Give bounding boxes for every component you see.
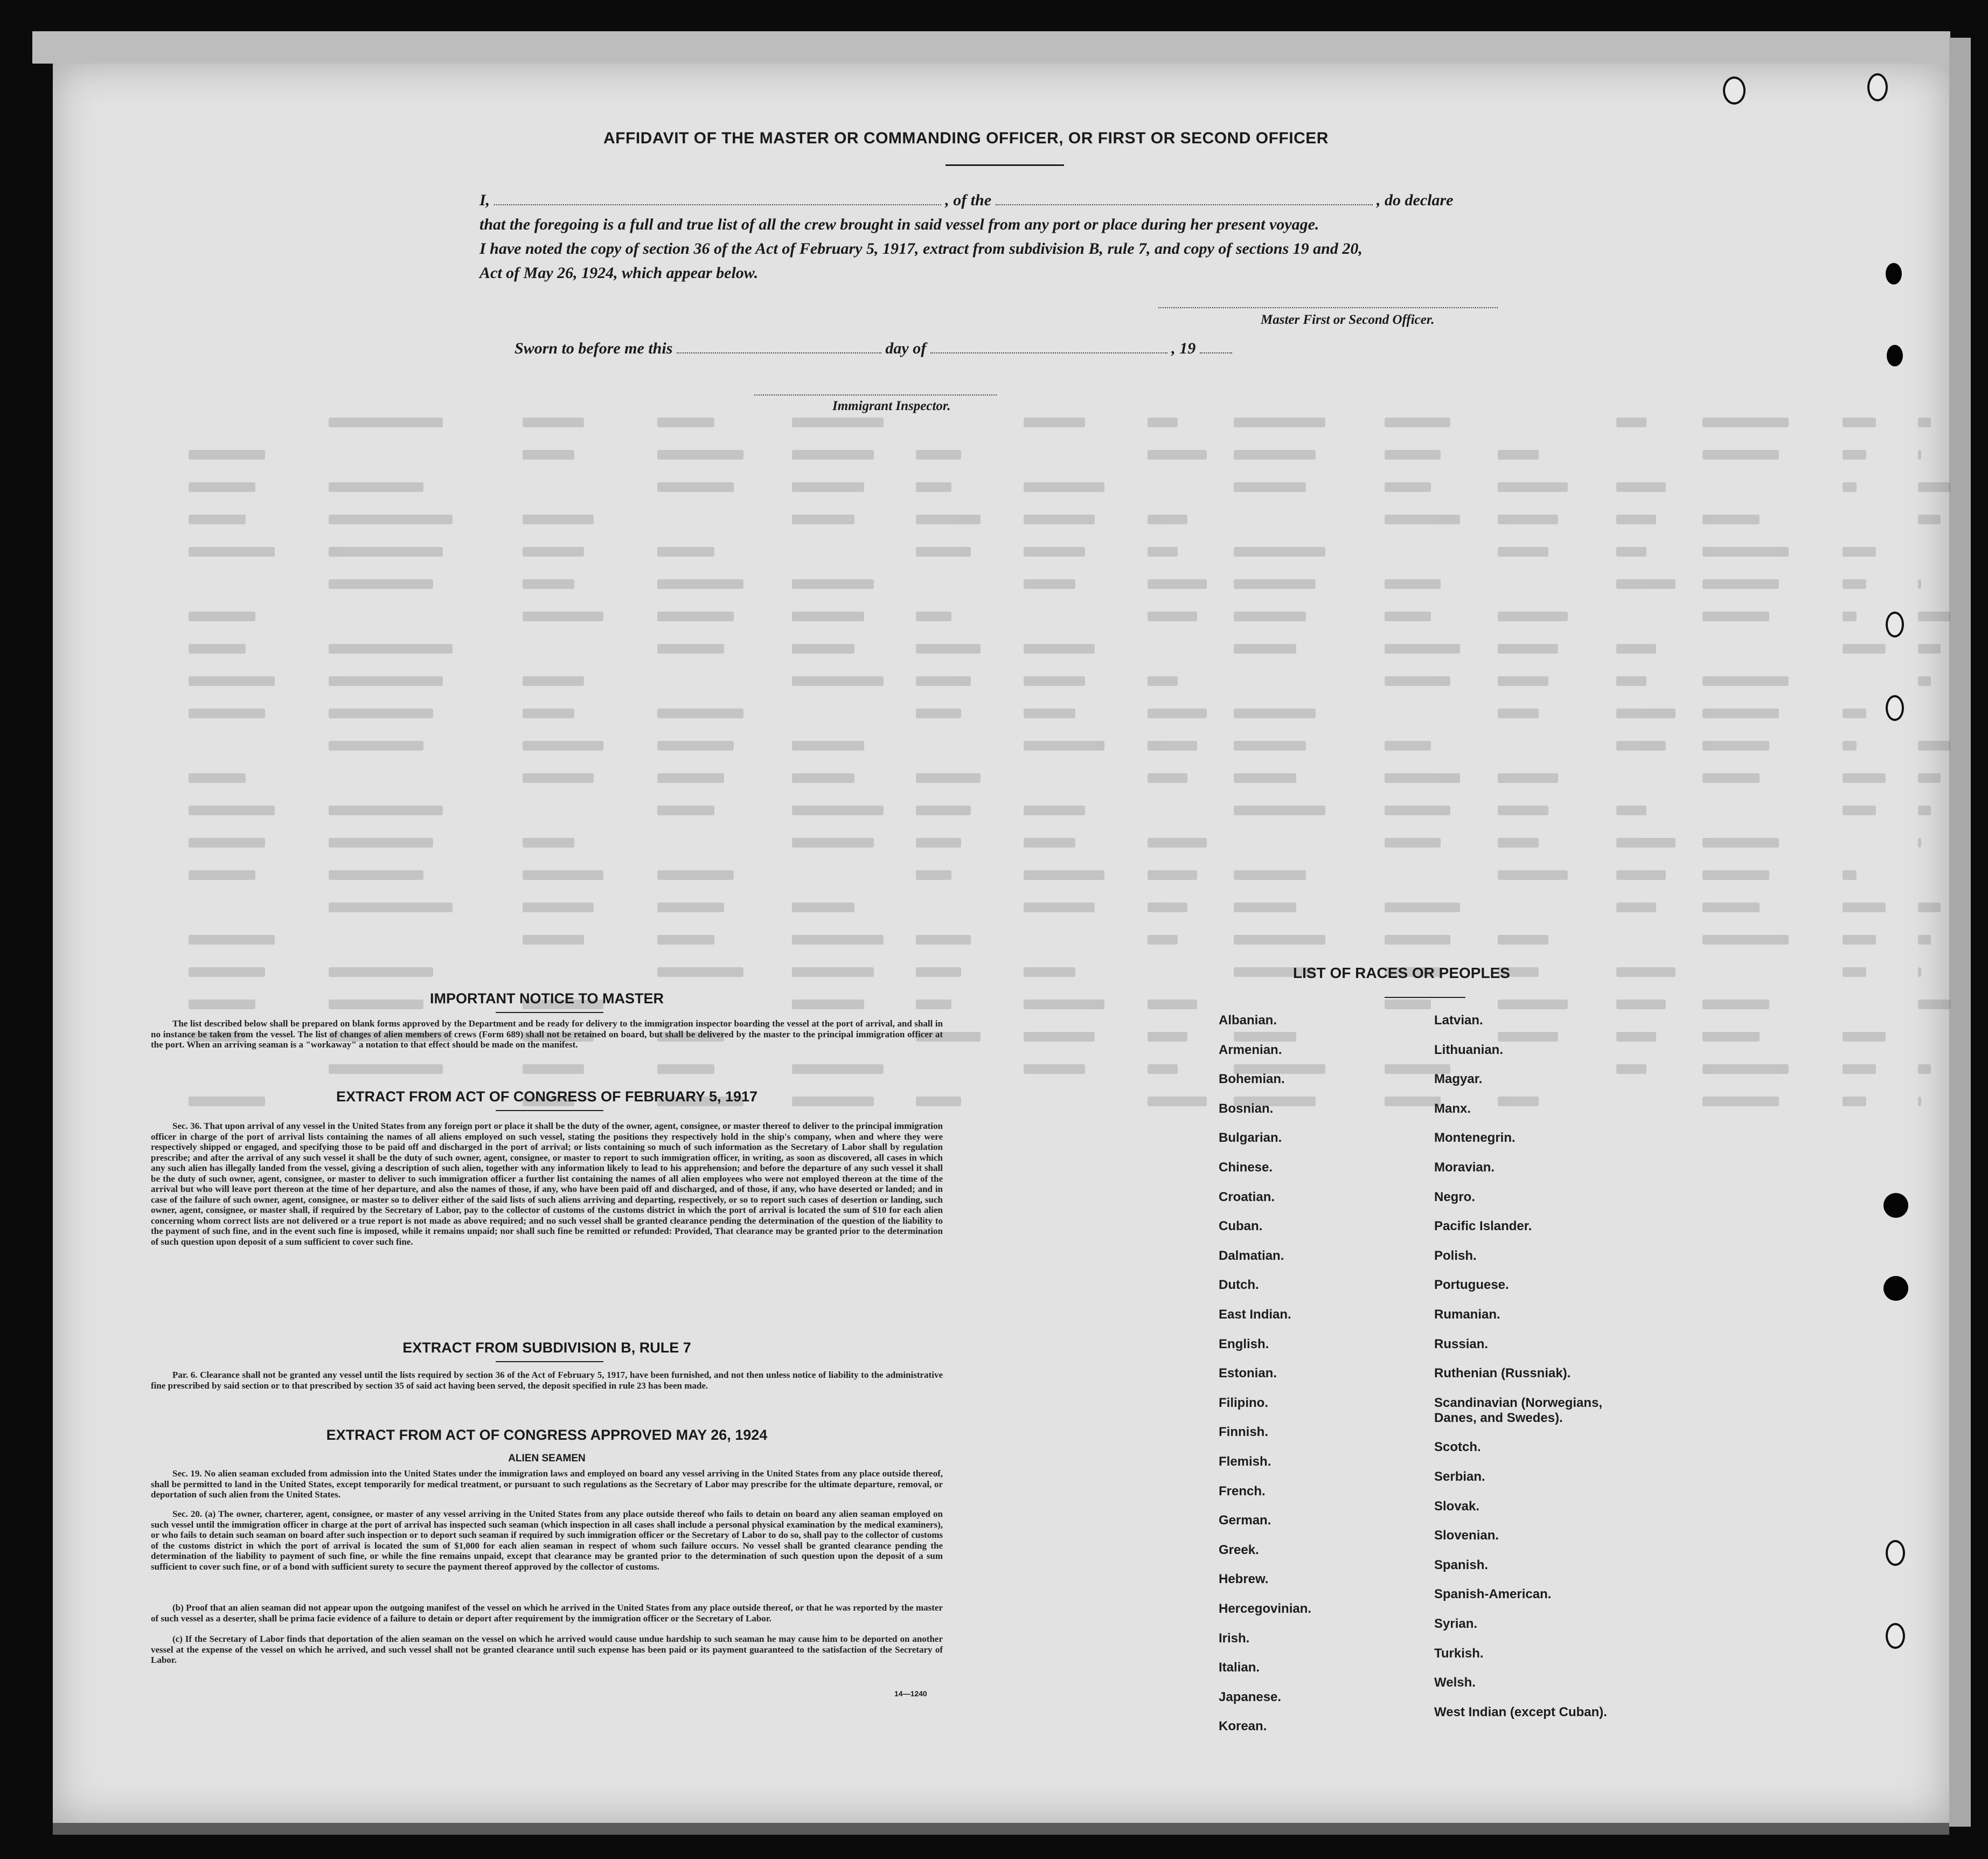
ghost-row — [75, 644, 1907, 657]
signature-label: Master First or Second Officer. — [1261, 313, 1435, 327]
race-item: Finnish. — [1219, 1425, 1268, 1440]
race-item: Polish. — [1434, 1248, 1477, 1263]
sworn-line — [515, 339, 1232, 358]
extract-1917-heading: EXTRACT FROM ACT OF CONGRESS OF FEBRUARY 5, 1917 — [336, 1088, 758, 1105]
punch-hole — [1886, 612, 1904, 637]
sec-20c-text: (c) If the Secretary of Labor finds that deportation of the alien seaman on the vessel on which he arrived would cause undue hardship to such seaman he may cause him to be deported on another vessel at the expense of the vessel on which he arrived, and such vessel shall not be granted clearance until such expense has been paid or its payment guaranteed to the satisfaction of the Secretary of Labor. — [151, 1634, 943, 1665]
ghost-row — [75, 967, 1907, 980]
vessel-name-field[interactable] — [996, 193, 1373, 205]
declarant-label: I, — [479, 191, 490, 209]
race-item: Montenegrin. — [1434, 1130, 1516, 1146]
race-item: Ruthenian (Russniak). — [1434, 1366, 1571, 1381]
of-the-label: , of the — [945, 191, 992, 209]
punch-hole — [1723, 77, 1746, 105]
affidavit-line-3: I have noted the copy of section 36 of the Act of February 5, 1917, extract from subdivision B, rule 7, and copy of sections 19 and 20, — [479, 240, 1363, 258]
race-item: Scotch. — [1434, 1440, 1481, 1455]
notice-rule — [496, 1012, 603, 1013]
race-item: Dutch. — [1219, 1278, 1259, 1293]
ghost-row — [75, 418, 1907, 431]
race-item: Estonian. — [1219, 1366, 1277, 1381]
race-item: Filipino. — [1219, 1395, 1268, 1410]
extract-1924-heading: EXTRACT FROM ACT OF CONGRESS APPROVED MAY 26, 1924 — [326, 1427, 768, 1443]
extract-1917-rule — [496, 1110, 603, 1111]
punch-hole — [1867, 73, 1888, 101]
races-rule — [1385, 997, 1465, 998]
rule-7-text: Par. 6. Clearance shall not be granted any vessel until the lists required by section 36 of the Act of February 5, 1917, have been furnished, and not then unless notice of liability to the administrative fine prescribed by said section or to that prescribed by section 35 of said act having been served, the deposit specified in rule 23 has been made. — [151, 1370, 943, 1391]
race-item: Serbian. — [1434, 1469, 1485, 1484]
race-item: Chinese. — [1219, 1160, 1273, 1175]
race-item: Bulgarian. — [1219, 1130, 1282, 1146]
punch-hole — [1886, 1623, 1905, 1649]
ghost-row — [75, 935, 1907, 948]
race-item: Flemish. — [1219, 1454, 1271, 1469]
sec-20b-text: (b) Proof that an alien seaman did not appear upon the outgoing manifest of the vessel on which he arrived in the United States from any place outside thereof, or that he was reported by the master of such vessel as a deserter, shall be prima facie evidence of a failure to detain or deport after requirement by the immigration officer or the Secretary of Labor. — [151, 1603, 943, 1624]
race-item: Manx. — [1434, 1101, 1471, 1116]
race-item: Scandinavian (Norwegians, Danes, and Swedes). — [1434, 1395, 1603, 1425]
ghost-row — [75, 773, 1907, 786]
sec-19-text: Sec. 19. No alien seaman excluded from admission into the United States under the immigration laws and employed on board any vessel arriving in the United States from any place outside thereof, shall be permitted to land in the United States, except temporarily for medical treatment, or pursuant to such regulations as the Secretary of Labor may prescribe for the ultimate departure, removal, or deportation of such alien from the United States. — [151, 1468, 943, 1500]
race-item: Irish. — [1219, 1631, 1250, 1646]
affidavit-line-4: Act of May 26, 1924, which appear below. — [479, 264, 759, 282]
affidavit-line-1 — [479, 191, 1453, 210]
extract-1917-text: Sec. 36. That upon arrival of any vessel in the United States from any foreign port or place it shall be the duty of the owner, agent, consignee, or master thereof to deliver to the principal immigration officer in charge of the port of arrival lists containing the names of all aliens employed on such vessel, stating the positions they respectively hold in the ship's company, when and where they were respectively shipped or engaged, and specifying those to be paid off and discharged in the port of arrival; or lists containing so much of such information as the Secretary of Labor shall by regulation prescribe; and after the arrival of any such vessel it shall be the duty of such owner, agent, consignee, or master to report to such immigration officer, in writing, as soon as discovered, all cases in which any such alien has illegally landed from the vessel, giving a description of such alien, together with any information likely to lead to his apprehension; and before the departure of any such vessel it shall be the duty of such owner, agent, consignee, or master to deliver to such immigration officer a further list containing the names of all alien employees who were not employed thereon at the time of the arrival but who will leave port thereon at the time of her departure, and also the names of those, if any, who have been paid off and discharged, and of those, if any, who have deserted or landed; and in case of the failure of such owner, agent, consignee, or master so to deliver either of the said lists of such aliens arriving and departing, respectively, or so to report such cases of desertion or landing, such owner, agent, consignee, or master shall, if required by the Secretary of Labor, pay to the collector of customs of the customs district in which the port of arrival is located the sum of $10 for each alien concerning whom correct lists are not delivered or a true report is not made as above required; and no such vessel shall be granted clearance pending the determination of the question of the liability to the payment of such fine, and in the event such fine is imposed, while it remains unpaid; nor shall such fine be remitted or refunded: Provided, That clearance may be granted prior to the determination of such question upon deposit of a sum sufficient to cover such fine. — [151, 1121, 943, 1247]
race-item: Slovak. — [1434, 1499, 1480, 1514]
inspector-signature-line[interactable] — [754, 394, 997, 396]
race-item: Croatian. — [1219, 1189, 1275, 1204]
ghost-row — [75, 482, 1907, 495]
ghost-row — [75, 903, 1907, 915]
do-declare-label: , do declare — [1377, 191, 1454, 209]
ghost-row — [75, 1064, 1907, 1077]
race-item: Spanish-American. — [1434, 1587, 1552, 1602]
race-item: Dalmatian. — [1219, 1248, 1284, 1263]
race-item: Armenian. — [1219, 1042, 1282, 1057]
ghost-row — [75, 579, 1907, 592]
punch-hole — [1886, 1540, 1905, 1566]
race-item: Hebrew. — [1219, 1572, 1269, 1587]
scan-top-strip — [32, 31, 1950, 64]
affidavit-title: AFFIDAVIT OF THE MASTER OR COMMANDING OFFICER, OR FIRST OR SECOND OFFICER — [603, 129, 1329, 147]
race-item: Albanian. — [1219, 1013, 1277, 1028]
race-item: Latvian. — [1434, 1013, 1483, 1028]
race-item: Italian. — [1219, 1660, 1260, 1675]
punch-hole — [1883, 1193, 1908, 1218]
race-item: Russian. — [1434, 1336, 1489, 1351]
race-item: Lithuanian. — [1434, 1042, 1503, 1057]
race-item: Portuguese. — [1434, 1278, 1509, 1293]
inspector-label: Immigrant Inspector. — [832, 399, 951, 413]
race-item: Negro. — [1434, 1189, 1476, 1204]
ghost-row — [75, 741, 1907, 754]
sec-20-text: Sec. 20. (a) The owner, charterer, agent, consignee, or master of any vessel arriving in the United States from any place outside thereof who fails to detain on board any alien seaman employed on such vessel until the immigration officer in charge at the port of arrival has inspected such seaman (which inspection in all cases shall include a personal physical examination by the medical examiners), or who fails to detain such seaman on board after such inspection or to deport such seaman if required by such immigration officer or the Secretary of Labor to do so, shall pay to the collector of customs of the customs district in which the port of arrival is located the sum of $1,000 for each alien seaman in respect of whom such failure occurs. No vessel shall be granted clearance pending the determination of the liability to payment of such fine, or while the fine remains unpaid, except that clearance may be granted prior to the determination of such question upon the deposit of a sum sufficient to cover such fine, or of a bond with sufficient surety to secure the payment thereof approved by the collector of customs. — [151, 1509, 943, 1572]
scan-right-strip — [1949, 38, 1971, 1827]
ghost-row — [75, 709, 1907, 722]
race-item: English. — [1219, 1336, 1269, 1351]
ghost-row — [75, 547, 1907, 560]
race-item: Greek. — [1219, 1542, 1259, 1557]
ghost-row — [75, 450, 1907, 463]
race-item: French. — [1219, 1483, 1266, 1499]
sworn-year-field[interactable] — [1200, 342, 1232, 353]
notice-heading: IMPORTANT NOTICE TO MASTER — [430, 990, 664, 1007]
year-label: , 19 — [1171, 339, 1196, 357]
race-item: Syrian. — [1434, 1617, 1478, 1631]
punch-hole — [1886, 695, 1904, 721]
declarant-name-field[interactable] — [494, 193, 941, 205]
sworn-day-field[interactable] — [677, 342, 881, 353]
race-item: Cuban. — [1219, 1219, 1263, 1234]
race-item: Bohemian. — [1219, 1072, 1285, 1087]
rule-7-rule — [496, 1361, 603, 1362]
day-of-label: day of — [885, 339, 927, 357]
race-item: Rumanian. — [1434, 1307, 1500, 1322]
title-rule — [946, 164, 1064, 166]
race-item: Turkish. — [1434, 1646, 1484, 1661]
ghost-row — [75, 676, 1907, 689]
race-item: Slovenian. — [1434, 1528, 1499, 1543]
ghost-row — [75, 806, 1907, 818]
alien-seamen-subheading: ALIEN SEAMEN — [508, 1453, 586, 1464]
race-item: Moravian. — [1434, 1160, 1495, 1175]
race-item: Japanese. — [1219, 1689, 1282, 1704]
ghost-row — [75, 515, 1907, 528]
punch-hole — [1887, 345, 1903, 366]
sworn-label: Sworn to before me this — [515, 339, 673, 357]
race-item: Magyar. — [1434, 1072, 1483, 1087]
races-title: LIST OF RACES OR PEOPLES — [1293, 965, 1510, 981]
race-item: East Indian. — [1219, 1307, 1291, 1322]
race-item: Welsh. — [1434, 1675, 1476, 1690]
race-item: Bosnian. — [1219, 1101, 1274, 1116]
ghost-row — [75, 870, 1907, 883]
race-item: West Indian (except Cuban). — [1434, 1704, 1607, 1719]
race-item: Spanish. — [1434, 1557, 1489, 1572]
race-item: Hercegovinian. — [1219, 1601, 1312, 1616]
rule-7-heading: EXTRACT FROM SUBDIVISION B, RULE 7 — [402, 1340, 691, 1356]
notice-text: The list described below shall be prepared on blank forms approved by the Department and be ready for delivery to the immigration inspector boarding the vessel at the port of arrival, and shall in no instance be taken from the vessel. The list of changes of alien members of crews (Form 689) shall not be retained on board, but shall be delivered by the master to the principal immigration officer at the port. When an arriving seaman is a "workaway" a notation to that effect should be made on the manifest. — [151, 1018, 943, 1050]
race-item: German. — [1219, 1513, 1271, 1528]
ghost-row — [75, 838, 1907, 851]
ghost-row — [75, 612, 1907, 625]
race-item: Pacific Islander. — [1434, 1219, 1532, 1234]
punch-hole — [1883, 1276, 1908, 1301]
sworn-month-field[interactable] — [930, 342, 1167, 353]
affidavit-line-2: that the foregoing is a full and true list of all the crew brought in said vessel from any port or place during her present voyage. — [479, 216, 1319, 233]
punch-hole — [1886, 263, 1902, 285]
form-number: 14—1240 — [894, 1689, 927, 1698]
scan-bottom-strip — [53, 1823, 1949, 1835]
race-item: Korean. — [1219, 1719, 1267, 1734]
signature-line[interactable] — [1158, 307, 1498, 308]
